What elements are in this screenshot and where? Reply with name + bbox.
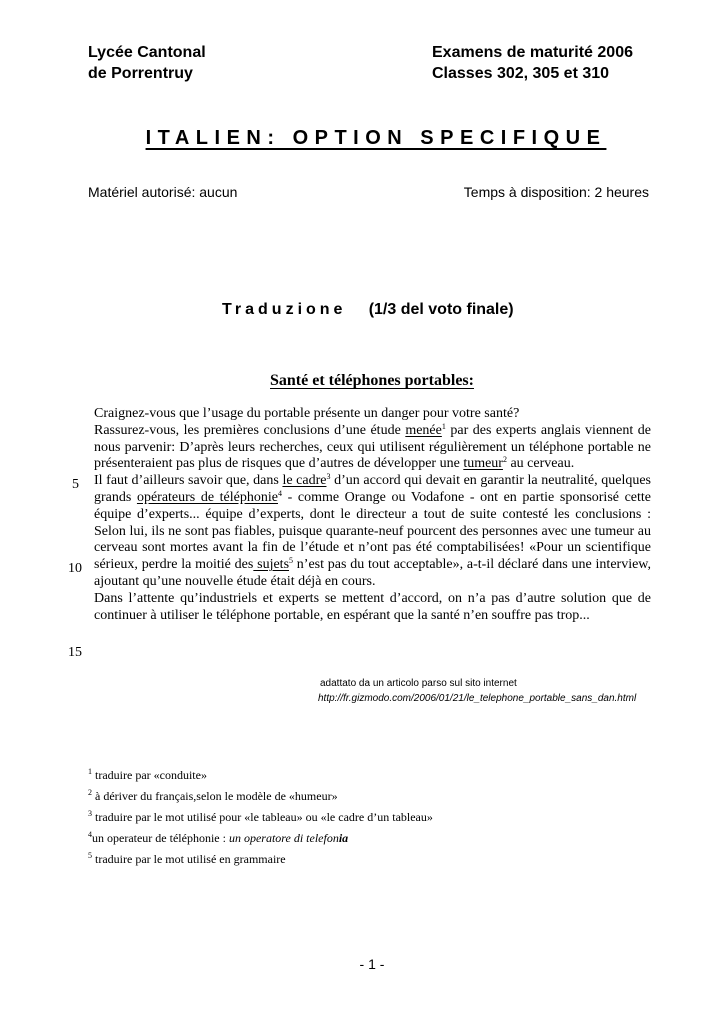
school-line-2: de Porrentruy [88, 65, 193, 82]
time-available: Temps à disposition: 2 heures [463, 184, 649, 200]
exam-line-1: Examens de maturité 2006 [432, 44, 633, 61]
line-number-10: 10 [68, 561, 82, 576]
source-citation [318, 676, 636, 706]
school-line-1: Lycée Cantonal [88, 44, 206, 61]
exam-info [432, 42, 633, 84]
vocab-word-5: sujets [253, 557, 290, 573]
vocab-word-3: le cadre [282, 473, 327, 489]
text-line-1: Craignez-vous que l’usage du portable présente un danger pour votre santé? [94, 406, 520, 421]
line-number-15: 15 [68, 645, 82, 660]
section-weight: (1/3 del voto finale) [368, 301, 514, 318]
paragraph-1: Rassurez-vous, les premières conclusions d’une étude menée$^1$ par des experts anglais viennent de nous parvenir: D’après leurs recherches, ceux qui utilisent régulièrement un téléphone portable ne présenteraient pas plus de risques que d’autres de développer une tumeur$^2$ au cerveau. [94, 421, 651, 472]
text-title: Santé et téléphones portables: [270, 372, 474, 389]
footnote-ref-4: 4 [277, 488, 282, 498]
footnote-5: $^5$ traduire par le mot utilisé en grammaire [88, 851, 286, 866]
footnote-ref-3: 3 [326, 472, 331, 482]
footnote-ref-1: 1 [441, 421, 446, 431]
source-line: adattato da un articolo parso sul sito internet [320, 678, 517, 689]
source-url: http://fr.gizmodo.com/2006/01/21/le_telephone_portable_sans_dan.html [318, 693, 637, 704]
page-number: - 1 - [359, 956, 385, 972]
exam-line-2: Classes 302, 305 et 310 [432, 65, 610, 82]
footnote-1: $^1$ traduire par «conduite» [88, 767, 207, 782]
paragraph-3: Dans l’attente qu’industriels et experts se mettent d’accord, on n’a pas d’autre solution que de continuer à utiliser le téléphone portable, en espérant que la santé n’en souffre pas trop... [94, 590, 651, 623]
vocab-word-4: opérateurs de téléphonie [136, 489, 278, 505]
footnote-ref-5: 5 [289, 556, 294, 566]
section-title [222, 301, 514, 319]
footnote-4: $^4$un operateur de téléphonie : un operatore di telefonia [88, 830, 349, 845]
vocab-word-2: tumeur [463, 456, 503, 472]
school-name [88, 42, 206, 84]
footnote-ref-2: 2 [502, 455, 507, 465]
materials-allowed: Matériel autorisé: aucun [88, 184, 238, 200]
paragraph-2: Il faut d’ailleurs savoir que, dans le cadre$^3$ d’un accord qui devait en garantir la neutralité, quelques grands opérateurs de téléphonie$^4$ - comme Orange ou Vodafone - ont en partie sponsorisé cette équipe d’experts... équipe d’experts, dont le directeur a tout de suite contesté les conclusions : Selon lui, ils ne sont pas fiables, puisque quarante-neuf pourcent des personnes avec une tumeur au cerveau sont mortes avant la fin de l’étude et n’ont pas été comptabilisées! «Pour un scientifique sérieux, perdre la moitié des sujets$^5$ n’est pas du tout acceptable», a-t-il déclaré dans une interview, ajoutant qu’une nouvelle étude était déjà en cours. [94, 472, 652, 589]
page-title [88, 126, 664, 150]
footnote-3: $^3$ traduire par le mot utilisé pour «le tableau» ou «le cadre d’un tableau» [88, 809, 433, 824]
section-name: Traduzione [222, 301, 347, 318]
page-title-text: ITALIEN: OPTION SPECIFIQUE [145, 127, 607, 149]
vocab-word-1: menée [405, 422, 442, 438]
translation-text [94, 406, 651, 624]
footnote-2: $^2$ à dériver du français,selon le modèle de «humeur» [88, 788, 338, 803]
line-number-5: 5 [72, 477, 79, 492]
